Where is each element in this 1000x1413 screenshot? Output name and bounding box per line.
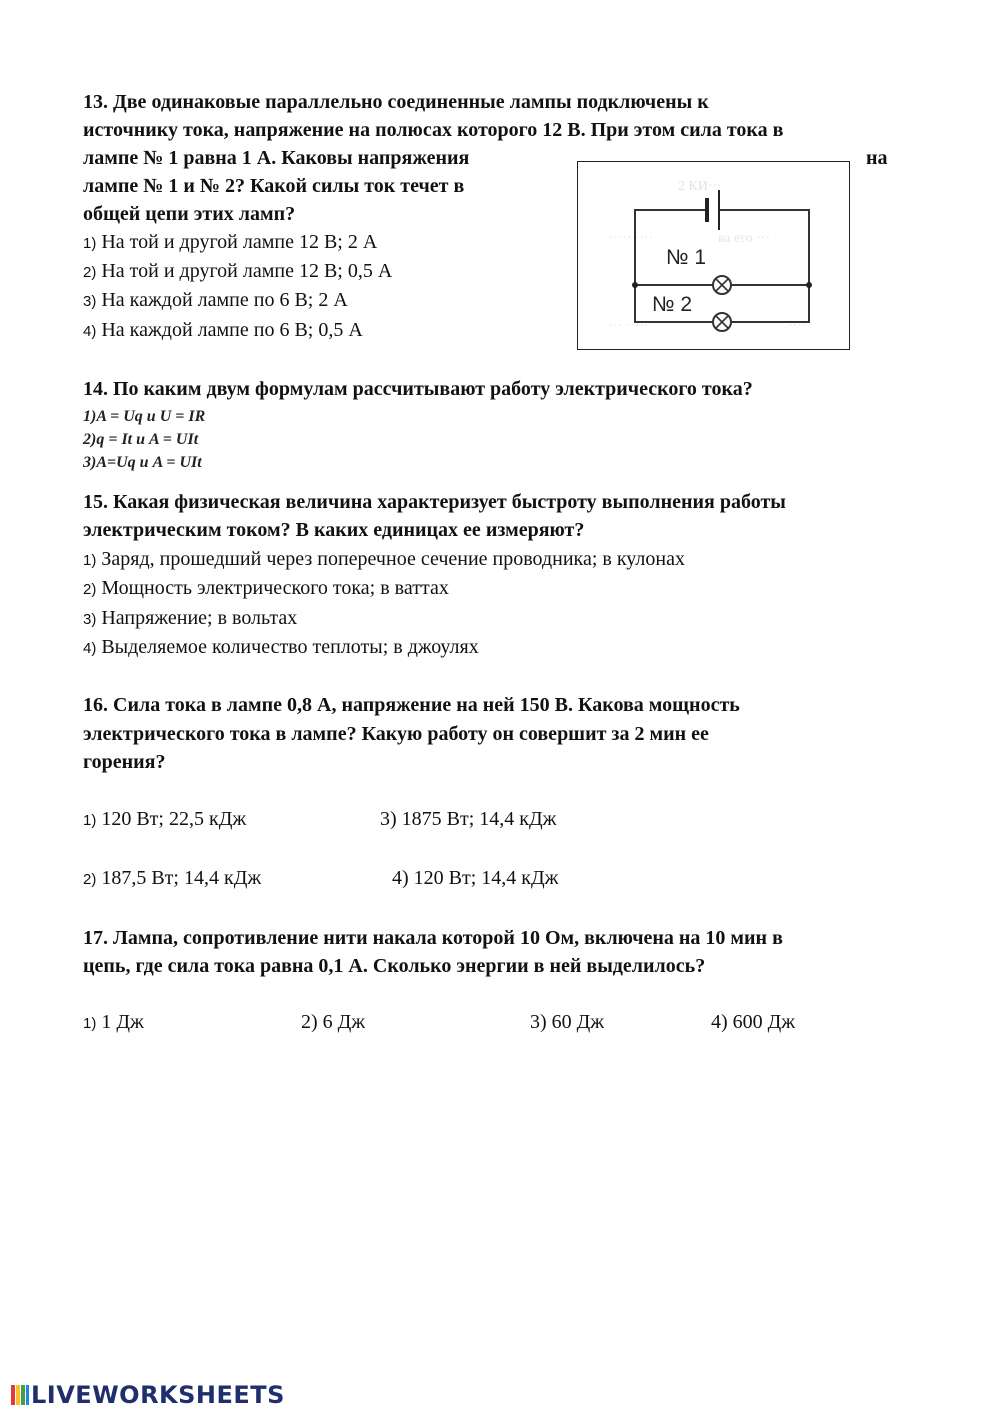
- option-text: Выделяемое количество теплоты; в джоулях: [101, 636, 479, 658]
- q13-option-2[interactable]: [83, 257, 392, 287]
- q13-option-1[interactable]: [83, 228, 377, 258]
- q13-text-line2: источнику тока, напряжение на полюсах которого 12 В. При этом сила тока в: [83, 119, 784, 141]
- q13-text-line5: общей цепи этих ламп?: [83, 203, 296, 225]
- q16-text-line2: электрического тока в лампе? Какую работу он совершит за 2 мин ее: [83, 723, 709, 745]
- lamp-2-symbol: [713, 313, 731, 331]
- q16-option-3[interactable]: 3) 1875 Вт; 14,4 кДж: [380, 808, 557, 830]
- lamp-1-label: № 1: [666, 246, 707, 269]
- option-text: На каждой лампе по 6 В; 2 А: [101, 289, 348, 311]
- q13-text-line3-tail: на: [866, 147, 888, 169]
- q14-formula-1[interactable]: 1)A = Uq и U = IR: [83, 408, 206, 425]
- option-text: На каждой лампе по 6 В; 0,5 А: [101, 319, 363, 341]
- svg-text:··· ·····: ··· ·····: [608, 319, 649, 334]
- q16-text-line1: 16. Сила тока в лампе 0,8 А, напряжение на ней 150 В. Какова мощность: [83, 694, 740, 716]
- q16-option-1[interactable]: [83, 805, 246, 835]
- lamp-2-label: № 2: [652, 293, 693, 316]
- q16-option-2[interactable]: [83, 864, 261, 894]
- option-number: 1): [83, 552, 97, 569]
- q13-text-line3: лампе № 1 равна 1 А. Каковы напряжения: [83, 147, 470, 169]
- option-number: 2): [83, 264, 97, 281]
- liveworksheets-logo-icon: [10, 1383, 30, 1407]
- q16-option-4[interactable]: 4) 120 Вт; 14,4 кДж: [392, 867, 559, 889]
- svg-text:2 КИ···: 2 КИ···: [678, 179, 722, 194]
- option-number: 3): [83, 611, 97, 628]
- circuit-svg: [578, 162, 849, 349]
- q17-option-1[interactable]: [83, 1008, 144, 1038]
- q14-formula-2[interactable]: 2)q = It и A = UIt: [83, 431, 199, 448]
- option-text: На той и другой лампе 12 В; 0,5 А: [101, 260, 393, 282]
- q15-option-2[interactable]: [83, 574, 449, 604]
- junction-right: [806, 282, 812, 288]
- q17-option-2[interactable]: 2) 6 Дж: [301, 1011, 366, 1033]
- option-number: 4): [83, 640, 97, 657]
- svg-text:····· ····: ····· ····: [608, 231, 654, 246]
- svg-text:····: ····: [788, 319, 807, 334]
- q13-option-4[interactable]: [83, 316, 363, 346]
- q17-text-line2: цепь, где сила тока равна 0,1 А. Сколько энергии в ней выделилось?: [83, 955, 706, 977]
- q14-formula-3[interactable]: 3)A=Uq и A = UIt: [83, 454, 202, 471]
- q13-text-line1: 13. Две одинаковые параллельно соединенные лампы подключены к: [83, 91, 709, 113]
- option-number: 2): [83, 581, 97, 598]
- q15-text-line2: электрическим током? В каких единицах ее измеряют?: [83, 519, 585, 541]
- q13-text-line4: лампе № 1 и № 2? Какой силы ток течет в: [83, 175, 465, 197]
- option-text: На той и другой лампе 12 В; 2 А: [101, 231, 378, 253]
- option-number: 2): [83, 871, 97, 888]
- option-number: 4): [83, 323, 97, 340]
- circuit-diagram: [577, 161, 850, 350]
- liveworksheets-logo: [10, 1381, 285, 1409]
- q17-text-line1: 17. Лампа, сопротивление нити накала которой 10 Ом, включена на 10 мин в: [83, 927, 783, 949]
- junction-left: [632, 282, 638, 288]
- option-text: Мощность электрического тока; в ваттах: [101, 577, 449, 599]
- q15-option-4[interactable]: [83, 633, 479, 663]
- option-number: 3): [83, 293, 97, 310]
- q13-option-3[interactable]: [83, 286, 348, 316]
- q17-option-3[interactable]: 3) 60 Дж: [530, 1011, 605, 1033]
- q16-text-line3: горения?: [83, 751, 166, 773]
- svg-text:ва его ···: ва его ···: [718, 231, 771, 246]
- option-text: 120 Вт; 22,5 кДж: [101, 808, 247, 830]
- option-number: 1): [83, 1015, 97, 1032]
- q17-option-4[interactable]: 4) 600 Дж: [711, 1011, 796, 1033]
- wire-top-right: [719, 210, 809, 285]
- q15-text-line1: 15. Какая физическая величина характеризует быстроту выполнения работы: [83, 491, 786, 513]
- q14-text: 14. По каким двум формулам рассчитывают работу электрического тока?: [83, 378, 753, 400]
- option-number: 1): [83, 812, 97, 829]
- option-text: 187,5 Вт; 14,4 кДж: [101, 867, 262, 889]
- option-number: 1): [83, 235, 97, 252]
- option-text: 1 Дж: [101, 1011, 144, 1033]
- wire-bottom-right: [731, 285, 809, 322]
- q15-option-1[interactable]: [83, 545, 685, 575]
- logo-text: LIVEWORKSHEETS: [31, 1381, 285, 1409]
- battery-symbol: [707, 190, 719, 230]
- lamp-1-symbol: [713, 276, 731, 294]
- option-text: Напряжение; в вольтах: [101, 607, 298, 629]
- option-text: Заряд, прошедший через поперечное сечение проводника; в кулонах: [101, 548, 685, 570]
- q15-option-3[interactable]: [83, 604, 297, 634]
